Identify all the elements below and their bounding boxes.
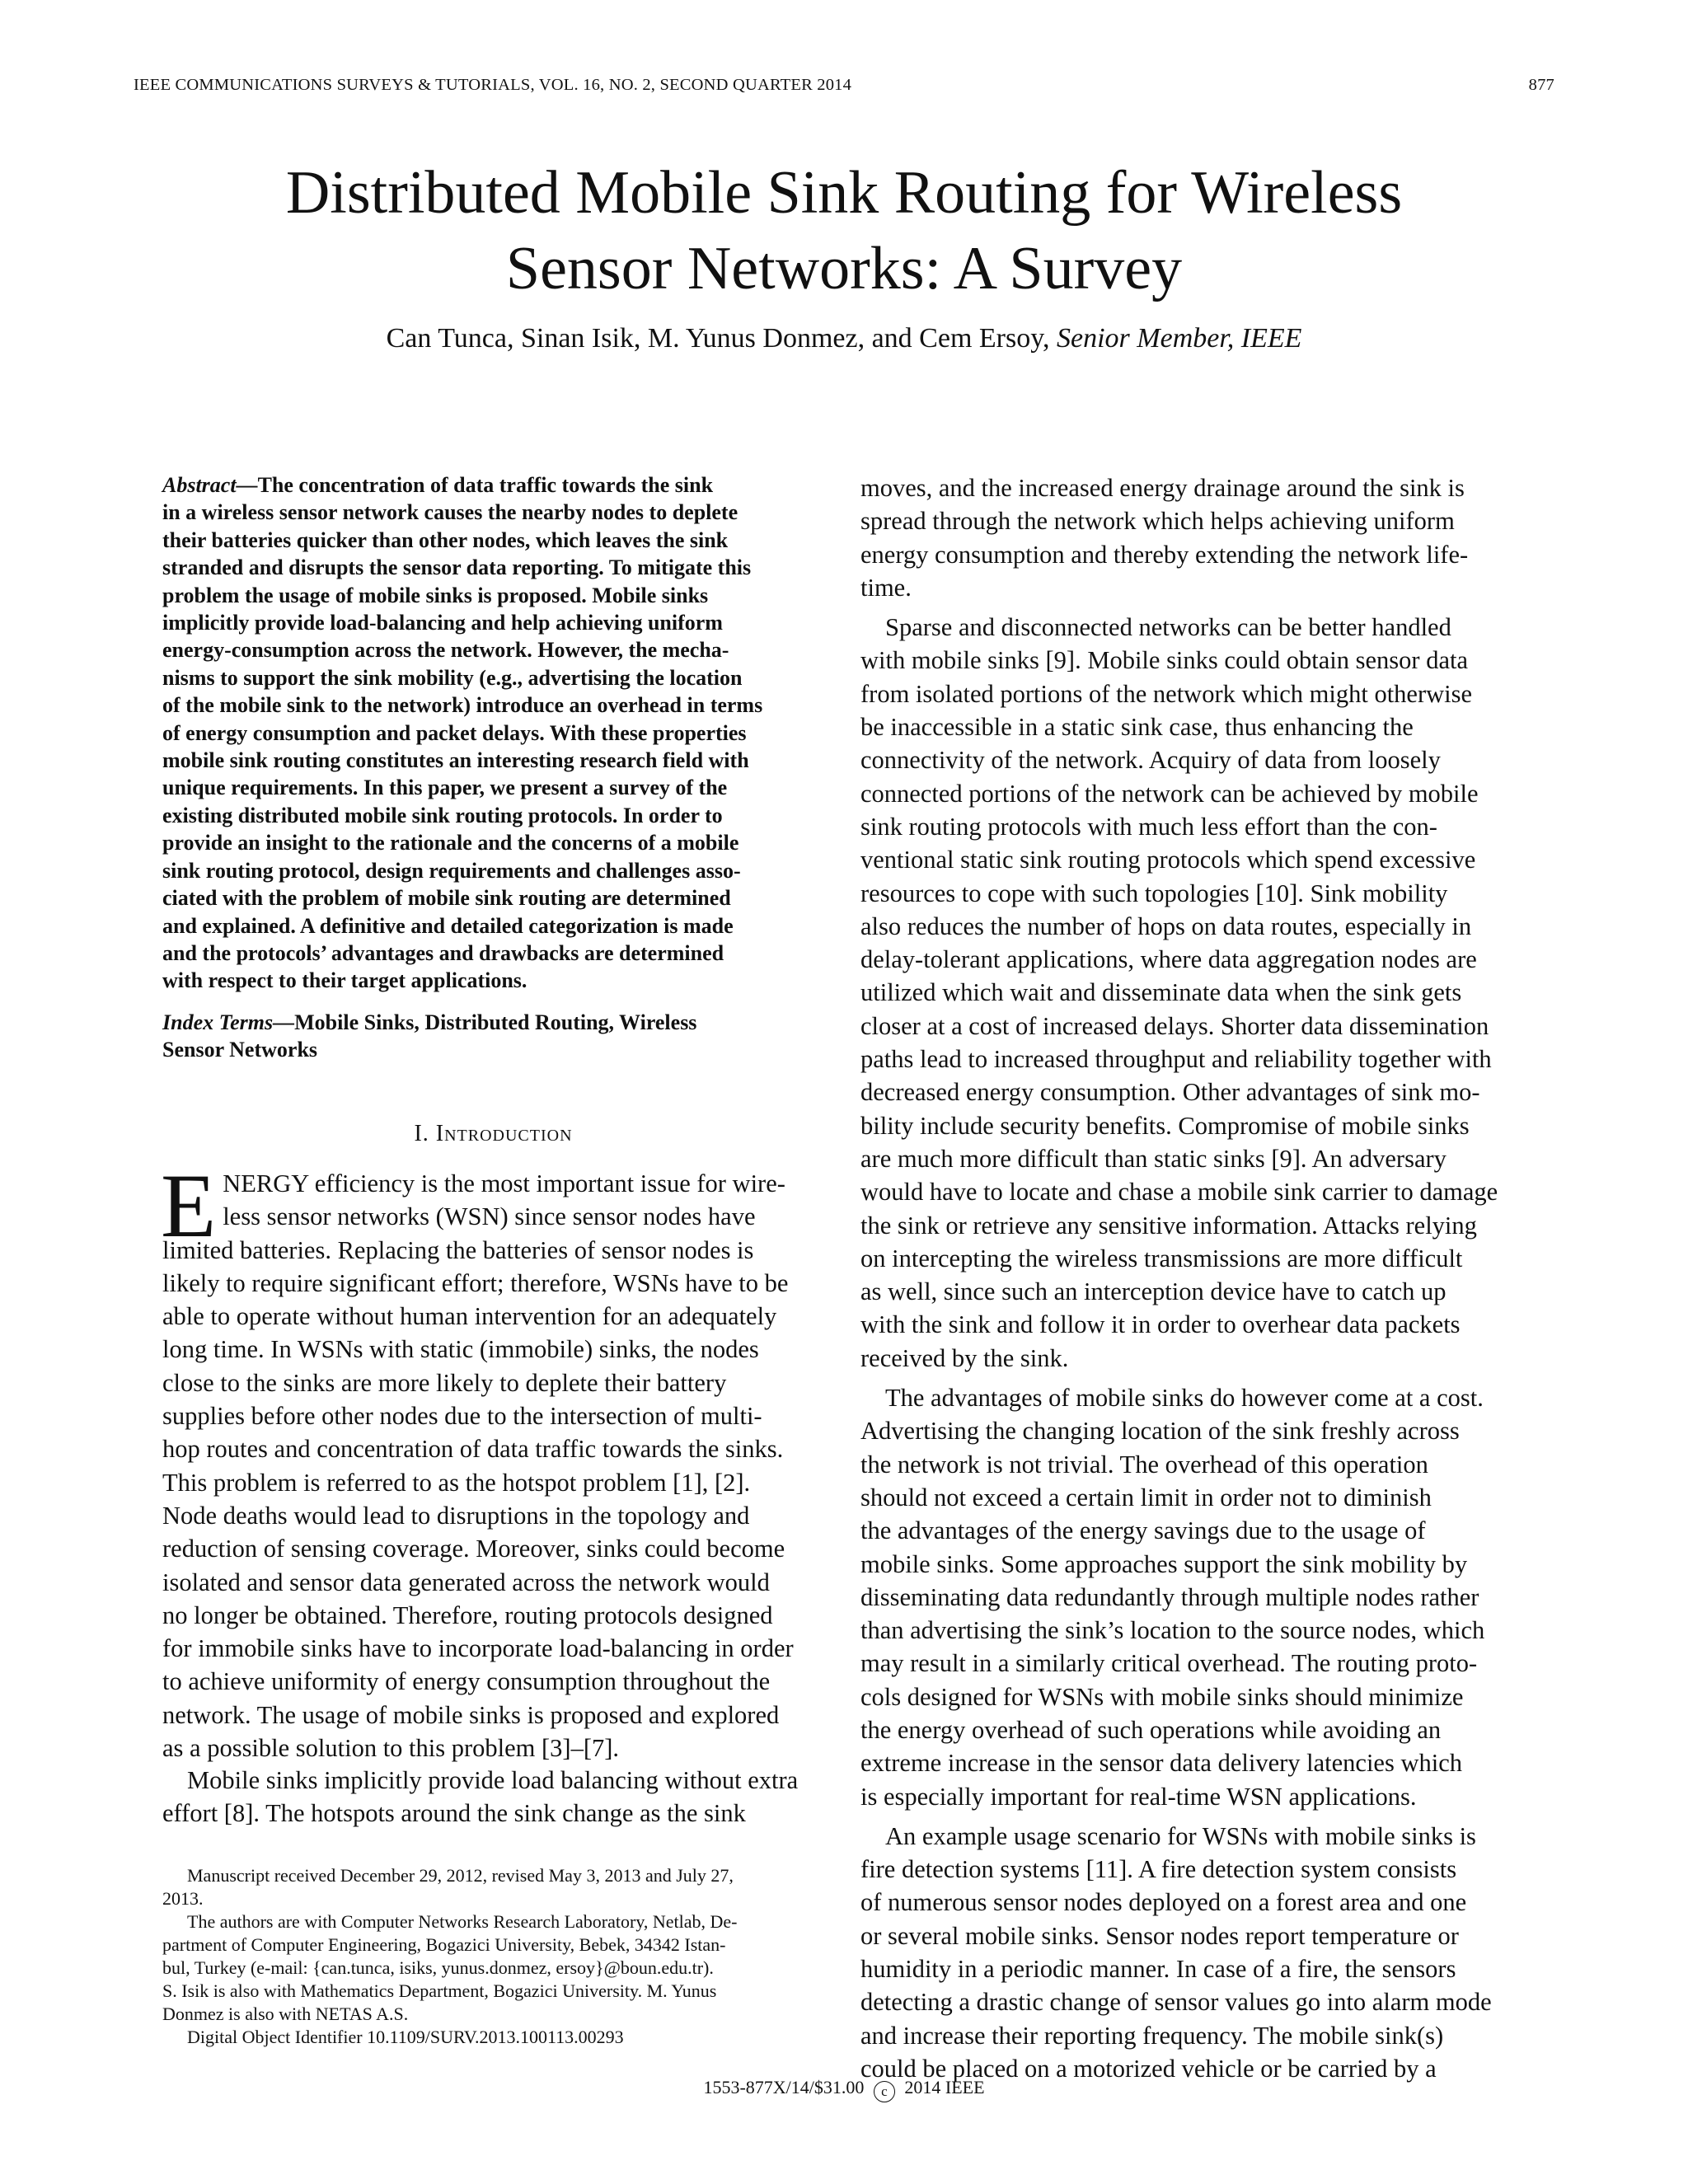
right-p3-line: than advertising the sink’s location to the source nodes, which — [860, 1616, 1485, 1645]
right-p2-line: decreased energy consumption. Other advantages of sink mo- — [860, 1078, 1480, 1107]
right-p3-line: is especially important for real-time WSN applications. — [860, 1782, 1417, 1811]
right-p3-line: Advertising the changing location of the sink freshly across — [860, 1417, 1460, 1446]
right-p2-line: the sink or retrieve any sensitive information. Attacks relying — [860, 1211, 1477, 1240]
intro-p1-line: close to the sinks are more likely to deplete their battery — [162, 1368, 727, 1397]
right-p2-line: Sparse and disconnected networks can be better handled — [885, 613, 1451, 642]
page-footer — [134, 2077, 1554, 2102]
right-p2-line: also reduces the number of hops on data routes, especially in — [860, 912, 1472, 940]
abstract-line: unique requirements. In this paper, we present a survey of the — [162, 776, 728, 800]
copyright-symbol: c — [874, 2081, 895, 2102]
intro-p1-line: no longer be obtained. Therefore, routing protocols designed — [162, 1601, 773, 1629]
right-p2-line: as well, since such an interception device have to catch up — [860, 1277, 1447, 1306]
right-p2-line: are much more difficult than static sinks [9]. An adversary — [860, 1144, 1447, 1173]
intro-p1-line: isolated and sensor data generated across the network would — [162, 1568, 770, 1596]
right-p2-line: paths lead to increased throughput and reliability together with — [860, 1045, 1492, 1074]
footer-issn: 1553-877X/14/$31.00 — [703, 2077, 865, 2097]
footnotes — [162, 1864, 824, 2049]
right-p3-line: disseminating data redundantly through multiple nodes rather — [860, 1582, 1479, 1611]
abstract — [162, 471, 824, 995]
right-p3-line: the energy overhead of such operations while avoiding an — [860, 1715, 1442, 1744]
abstract-line: of the mobile sink to the network) introduce an overhead in terms — [162, 693, 763, 718]
abstract-line: ciated with the problem of mobile sink routing are determined — [162, 886, 731, 911]
right-p1-line: energy consumption and thereby extending the network life- — [860, 540, 1469, 569]
right-paragraph-4 — [860, 1820, 1557, 2085]
footnote-received-cont: 2013. — [162, 1888, 204, 1909]
right-p2-line: from isolated portions of the network which might otherwise — [860, 679, 1473, 708]
abstract-line: stranded and disrupts the sensor data reporting. To mitigate this — [162, 555, 752, 580]
intro-p1-line: for immobile sinks have to incorporate load-balancing in order — [162, 1634, 794, 1663]
intro-p1-line: likely to require significant effort; therefore, WSNs have to be — [162, 1268, 789, 1297]
intro-p1-line: as a possible solution to this problem [3]–[7]. — [162, 1734, 620, 1763]
abstract-line: problem the usage of mobile sinks is proposed. Mobile sinks — [162, 583, 709, 607]
abstract-line: and explained. A definitive and detailed categorization is made — [162, 913, 734, 938]
title-line-2: Sensor Networks: A Survey — [505, 235, 1183, 302]
intro-p1-line: Node deaths would lead to disruptions in the topology and — [162, 1501, 750, 1530]
right-p3-line: the network is not trivial. The overhead of this operation — [860, 1450, 1428, 1479]
right-p2-line: sink routing protocols with much less effort than the con- — [860, 812, 1437, 841]
section-heading — [162, 1121, 824, 1147]
intro-p1-line: able to operate without human intervention for an adequately — [162, 1302, 777, 1331]
abstract-line: and the protocols’ advantages and drawbacks are determined — [162, 940, 724, 965]
intro-p1-line: long time. In WSNs with static (immobile) sinks, the nodes — [162, 1335, 759, 1364]
journal-info: IEEE COMMUNICATIONS SURVEYS & TUTORIALS, VOL. 16, NO. 2, SECOND QUARTER 2014 — [134, 76, 852, 94]
abstract-line — [162, 471, 824, 499]
right-p2-line: utilized which wait and disseminate data when the sink gets — [860, 978, 1462, 1007]
abstract-line: in a wireless sensor network causes the nearby nodes to deplete — [162, 500, 738, 525]
footnote-received: Manuscript received December 29, 2012, revised May 3, 2013 and July 27, — [187, 1865, 734, 1886]
author-membership: Senior Member, IEEE — [1057, 323, 1302, 354]
right-p1-line: time. — [860, 573, 912, 602]
abstract-line: of energy consumption and packet delays. With these properties — [162, 720, 747, 745]
right-p3-line: The advantages of mobile sinks do however come at a cost. — [885, 1384, 1484, 1413]
right-p3-line: mobile sinks. Some approaches support the sink mobility by — [860, 1549, 1468, 1578]
title-line-1: Distributed Mobile Sink Routing for Wireless — [285, 159, 1403, 227]
drop-cap: E — [161, 1155, 217, 1256]
abstract-line: energy-consumption across the network. However, the mecha- — [162, 638, 729, 663]
right-p2-line: with mobile sinks [9]. Mobile sinks could obtain sensor data — [860, 646, 1469, 675]
intro-p1-line: This problem is referred to as the hotspot problem [1], [2]. — [162, 1468, 751, 1497]
right-paragraph-1 — [860, 471, 1557, 604]
right-p2-line: connected portions of the network can be achieved by mobile — [860, 779, 1479, 808]
index-terms-line-2: Sensor Networks — [162, 1038, 318, 1062]
author-list — [134, 323, 1554, 354]
intro-p1-line: limited batteries. Replacing the batteries of sensor nodes is — [162, 1235, 754, 1264]
right-p2-line: delay-tolerant applications, where data aggregation nodes are — [860, 945, 1477, 974]
right-p4-line: could be placed on a motorized vehicle or be carried by a — [860, 2054, 1437, 2083]
intro-p1-line: network. The usage of mobile sinks is proposed and explored — [162, 1700, 780, 1729]
intro-p1-line: supplies before other nodes due to the intersection of multi- — [162, 1402, 762, 1431]
page-number: 877 — [1528, 76, 1554, 94]
abstract-line-text: The concentration of data traffic towards the sink — [257, 473, 714, 497]
intro-p1-line: reduction of sensing coverage. Moreover, sinks could become — [162, 1535, 785, 1563]
abstract-line: mobile sink routing constitutes an interesting research field with — [162, 748, 749, 773]
right-p1-line: moves, and the increased energy drainage around the sink is — [860, 474, 1465, 502]
right-p2-line: with the sink and follow it in order to overhear data packets — [860, 1310, 1461, 1339]
section-name: Introduction — [435, 1121, 573, 1146]
abstract-line: their batteries quicker than other nodes, which leaves the sink — [162, 527, 729, 552]
abstract-line: provide an insight to the rationale and the concerns of a mobile — [162, 831, 739, 855]
paper-title — [134, 155, 1554, 307]
running-head — [134, 76, 1554, 95]
intro-paragraph-1 — [161, 1155, 824, 1765]
affiliation-line: bul, Turkey (e-mail: {can.tunca, isiks, yunus.donmez, ersoy}@boun.edu.tr). — [162, 1957, 714, 1978]
affiliation-line: partment of Computer Engineering, Bogazici University, Bebek, 34342 Istan- — [162, 1934, 726, 1955]
section-number: I. — [414, 1121, 429, 1146]
abstract-line: nisms to support the sink mobility (e.g., advertising the location — [162, 665, 743, 690]
right-p4-line: fire detection systems [11]. A fire detection system consists — [860, 1855, 1457, 1884]
abstract-line: implicitly provide load-balancing and help achieving uniform — [162, 611, 723, 635]
intro-p2-line: effort [8]. The hotspots around the sink change as the sink — [162, 1799, 746, 1828]
right-paragraph-2 — [860, 611, 1557, 1375]
intro-paragraph-2 — [162, 1764, 824, 1830]
right-p4-line: of numerous sensor nodes deployed on a forest area and one — [860, 1888, 1467, 1917]
right-p2-line: bility include security benefits. Compromise of mobile sinks — [860, 1111, 1470, 1140]
intro-paragraph-1-lines — [161, 1155, 824, 1765]
right-p4-line: humidity in a periodic manner. In case of a fire, the sensors — [860, 1955, 1456, 1984]
footnote-affiliation — [162, 1910, 824, 2026]
right-p3-line: may result in a similarly critical overhead. The routing proto- — [860, 1649, 1478, 1678]
right-p1-line: spread through the network which helps achieving uniform — [860, 507, 1455, 536]
right-p2-line: on intercepting the wireless transmissions are more difficult — [860, 1244, 1463, 1272]
right-p4-line: and increase their reporting frequency. The mobile sink(s) — [860, 2021, 1444, 2050]
right-p3-line: extreme increase in the sensor data delivery latencies which — [860, 1749, 1462, 1778]
right-p2-line: ventional static sink routing protocols which spend excessive — [860, 846, 1476, 874]
affiliation-line: S. Isik is also with Mathematics Department, Bogazici University. M. Yunus — [162, 1980, 717, 2001]
right-p4-line: or several mobile sinks. Sensor nodes report temperature or — [860, 1921, 1459, 1950]
intro-p1-line: NERGY efficiency is the most important issue for wire- — [223, 1169, 785, 1197]
right-p2-line: would have to locate and chase a mobile sink carrier to damage — [860, 1178, 1498, 1207]
right-p4-line: detecting a drastic change of sensor values go into alarm mode — [860, 1988, 1492, 2017]
right-p2-line: resources to cope with such topologies [10]. Sink mobility — [860, 879, 1448, 907]
right-p3-line: cols designed for WSNs with mobile sinks should minimize — [860, 1682, 1464, 1711]
right-p2-line: closer at a cost of increased delays. Shorter data dissemination — [860, 1011, 1489, 1040]
right-p2-line: received by the sink. — [860, 1343, 1069, 1372]
affiliation-line: Donmez is also with NETAS A.S. — [162, 2004, 409, 2024]
index-terms-label: Index Terms— — [162, 1010, 295, 1034]
affiliation-line: The authors are with Computer Networks Research Laboratory, Netlab, De- — [187, 1911, 738, 1932]
footer-year-org: 2014 IEEE — [904, 2077, 985, 2097]
right-p4-line: An example usage scenario for WSNs with mobile sinks is — [885, 1821, 1476, 1850]
right-paragraph-3 — [860, 1381, 1557, 1813]
intro-p1-line: to achieve uniformity of energy consumption throughout the — [162, 1667, 771, 1696]
index-terms-line-1: Mobile Sinks, Distributed Routing, Wireless — [294, 1010, 697, 1034]
abstract-line: sink routing protocol, design requirements and challenges asso- — [162, 858, 741, 883]
right-p3-line: the advantages of the energy savings due to the usage of — [860, 1516, 1426, 1545]
right-column — [860, 471, 1557, 2085]
author-names: Can Tunca, Sinan Isik, M. Yunus Donmez, and Cem Ersoy, — [386, 323, 1050, 354]
intro-p2-line: Mobile sinks implicitly provide load balancing without extra — [187, 1766, 799, 1794]
intro-p1-line: hop routes and concentration of data traffic towards the sinks. — [162, 1435, 784, 1464]
abstract-line: existing distributed mobile sink routing protocols. In order to — [162, 803, 723, 827]
footnote-doi: Digital Object Identifier 10.1109/SURV.2013.100113.00293 — [187, 2027, 624, 2047]
intro-p1-line: less sensor networks (WSN) since sensor nodes have — [223, 1202, 756, 1231]
index-terms — [162, 1009, 824, 1063]
abstract-label: Abstract— — [162, 473, 258, 497]
abstract-line: with respect to their target applications. — [162, 968, 528, 993]
right-p3-line: should not exceed a certain limit in order not to diminish — [860, 1483, 1432, 1511]
right-p2-line: be inaccessible in a static sink case, thus enhancing the — [860, 713, 1414, 742]
right-p2-line: connectivity of the network. Acquiry of data from loosely — [860, 746, 1441, 775]
